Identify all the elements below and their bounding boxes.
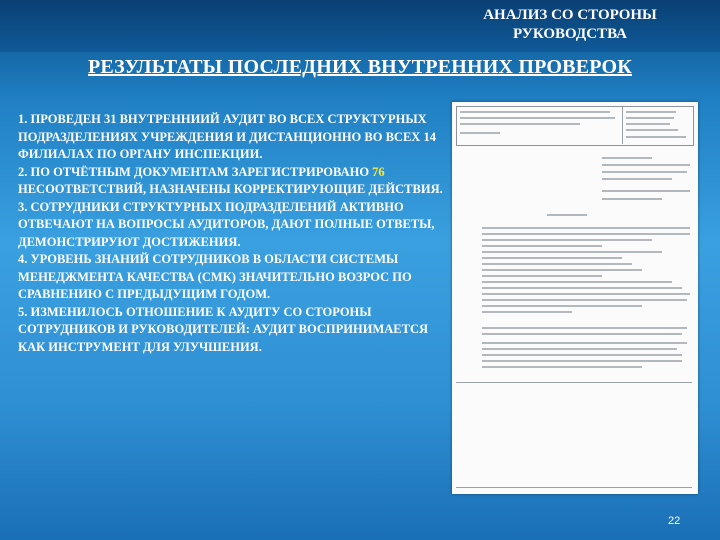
nonconformity-count: 76 — [372, 164, 385, 179]
section-header-line1: АНАЛИЗ СО СТОРОНЫ — [483, 7, 657, 23]
page-title: РЕЗУЛЬТАТЫ ПОСЛЕДНИХ ВНУТРЕННИХ ПРОВЕРОК — [87, 56, 633, 78]
finding-item-4: 4. УРОВЕНЬ ЗНАНИЙ СОТРУДНИКОВ В ОБЛАСТИ СИСТЕМЫ МЕНЕДЖМЕНТА КАЧЕСТВА (СМК) ЗНАЧИТЕЛЬНО ВОЗРОС ПО СРАВНЕНИЮ С ПРЕДЫДУЩИМ ГОДОМ. — [18, 252, 412, 301]
section-header — [420, 6, 720, 44]
finding-item-3: 3. СОТРУДНИКИ СТРУКТУРНЫХ ПОДРАЗДЕЛЕНИЙ АКТИВНО ОТВЕЧАЮТ НА ВОПРОСЫ АУДИТОРОВ, ДАЮТ ПОЛНЫЕ ОТВЕТЫ, ДЕМОНСТРИРУЮТ ДОСТИЖЕНИЯ. — [18, 199, 435, 249]
finding-item-2 — [18, 164, 446, 199]
finding-item-2-prefix: 2. ПО ОТЧЁТНЫМ ДОКУМЕНТАМ ЗАРЕГИСТРИРОВАНО — [18, 164, 373, 179]
finding-item-2-suffix: НЕСООТВЕТСТВИЙ, НАЗНАЧЕНЫ КОРРЕКТИРУЮЩИЕ ДЕЙСТВИЯ. — [18, 182, 443, 196]
section-header-line2: РУКОВОДСТВА — [513, 26, 627, 42]
finding-item-5: 5. ИЗМЕНИЛОСЬ ОТНОШЕНИЕ К АУДИТУ СО СТОРОНЫ СОТРУДНИКОВ И РУКОВОДИТЕЛЕЙ: АУДИТ ВОСПРИНИМАЕТСЯ КАК ИНСТРУМЕНТ ДЛЯ УЛУЧШЕНИЯ. — [18, 304, 429, 354]
audit-report-document-image — [452, 102, 698, 494]
page-number: 22 — [668, 515, 681, 527]
finding-item-1: 1. ПРОВЕДЕН 31 ВНУТРЕННИИЙ АУДИТ ВО ВСЕХ СТРУКТУРНЫХ ПОДРАЗДЕЛЕНИЯХ УЧРЕЖДЕНИЯ И ДИСТАНЦИОННО ВО ВСЕХ 14 ФИЛИАЛАХ ПО ОРГАНУ ИНСПЕКЦИИ. — [18, 112, 436, 161]
findings-list — [18, 111, 446, 356]
